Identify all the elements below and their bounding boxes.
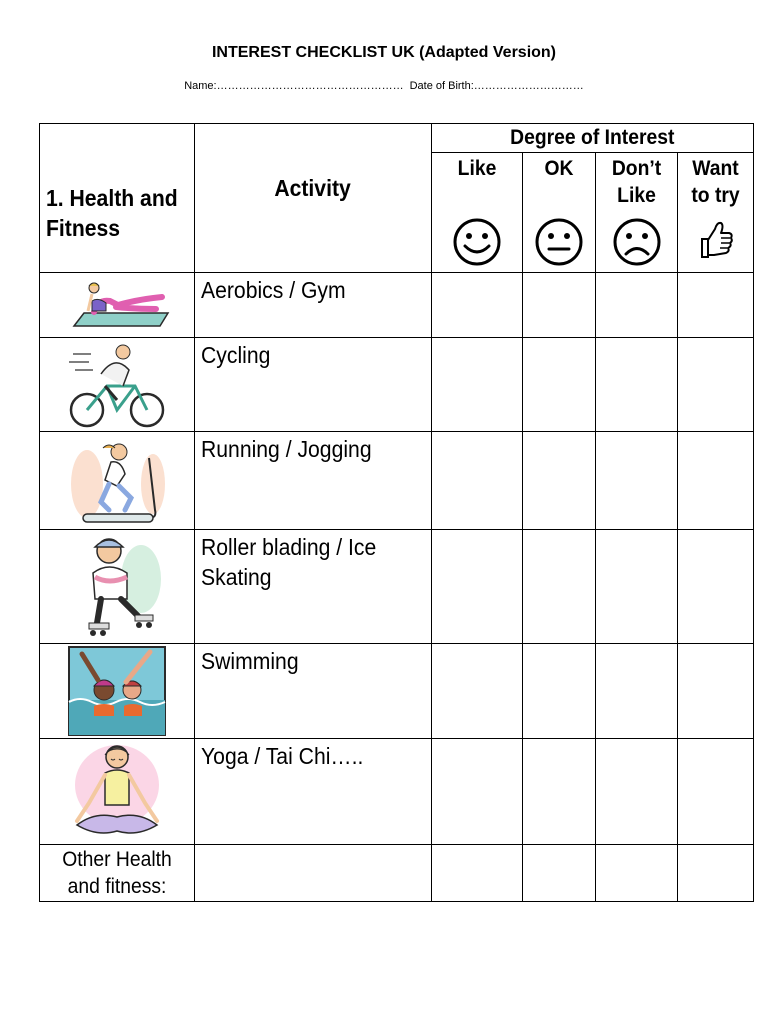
want-to-try-checkbox[interactable] (678, 273, 754, 338)
yoga-clipart (40, 739, 195, 845)
cycling-clipart (40, 338, 195, 432)
want-to-try-checkbox[interactable] (678, 432, 754, 530)
like-checkbox[interactable] (432, 644, 523, 739)
ok-checkbox[interactable] (523, 530, 596, 644)
activity-cell: Aerobics / Gym (195, 273, 432, 338)
column-dont-like (596, 153, 678, 273)
smiley-sad-icon (612, 217, 662, 267)
activity-heading: Activity (195, 124, 432, 273)
want-to-try-checkbox[interactable] (678, 845, 754, 902)
dont-like-checkbox[interactable] (596, 432, 678, 530)
smiley-neutral-icon (534, 217, 584, 267)
other-activity-input[interactable] (195, 845, 432, 902)
dob-field[interactable]: Date of Birth:………………………… (409, 80, 584, 92)
aerobics-clipart (40, 273, 195, 338)
table-row (40, 432, 754, 530)
like-checkbox[interactable] (432, 273, 523, 338)
table-row (40, 845, 754, 902)
name-dob-line (0, 80, 768, 92)
smiley-happy-icon (452, 217, 502, 267)
like-checkbox[interactable] (432, 432, 523, 530)
table-row (40, 338, 754, 432)
dont-like-checkbox[interactable] (596, 845, 678, 902)
rollerblading-clipart (40, 530, 195, 644)
like-checkbox[interactable] (432, 845, 523, 902)
table-row (40, 530, 754, 644)
activity-cell: Yoga / Tai Chi….. (195, 739, 432, 845)
dont-like-checkbox[interactable] (596, 530, 678, 644)
activity-cell: Running / Jogging (195, 432, 432, 530)
dont-like-checkbox[interactable] (596, 644, 678, 739)
activity-cell: Swimming (195, 644, 432, 739)
ok-checkbox[interactable] (523, 273, 596, 338)
name-field[interactable]: Name:…………………………………………… (184, 80, 404, 92)
column-ok (523, 153, 596, 273)
dont-like-checkbox[interactable] (596, 739, 678, 845)
running-clipart (40, 432, 195, 530)
like-checkbox[interactable] (432, 739, 523, 845)
table-row (40, 273, 754, 338)
other-health-fitness-label: Other Health and fitness: (40, 845, 195, 902)
column-like (432, 153, 523, 273)
dont-like-checkbox[interactable] (596, 273, 678, 338)
column-want-to-try-label: Want to try (691, 157, 740, 207)
table-row (40, 739, 754, 845)
page-title: INTEREST CHECKLIST UK (Adapted Version) (211, 44, 557, 61)
like-checkbox[interactable] (432, 338, 523, 432)
ok-checkbox[interactable] (523, 845, 596, 902)
want-to-try-checkbox[interactable] (678, 530, 754, 644)
interest-checklist-table (39, 123, 754, 902)
column-want-to-try (678, 153, 754, 273)
ok-checkbox[interactable] (523, 739, 596, 845)
activity-cell: Cycling (195, 338, 432, 432)
want-to-try-checkbox[interactable] (678, 338, 754, 432)
want-to-try-checkbox[interactable] (678, 644, 754, 739)
like-checkbox[interactable] (432, 530, 523, 644)
column-dont-like-label: Don’t Like (611, 157, 662, 207)
degree-of-interest-heading: Degree of Interest (432, 124, 754, 153)
ok-checkbox[interactable] (523, 432, 596, 530)
want-to-try-checkbox[interactable] (678, 739, 754, 845)
section-heading: 1. Health and Fitness (40, 124, 183, 273)
ok-checkbox[interactable] (523, 644, 596, 739)
column-ok-label: OK (544, 157, 574, 180)
column-like-label: Like (457, 157, 497, 180)
thumbs-up-icon (696, 217, 736, 261)
table-row (40, 644, 754, 739)
activity-cell: Roller blading / Ice Skating (195, 530, 432, 644)
dont-like-checkbox[interactable] (596, 338, 678, 432)
swimming-clipart (40, 644, 195, 739)
ok-checkbox[interactable] (523, 338, 596, 432)
